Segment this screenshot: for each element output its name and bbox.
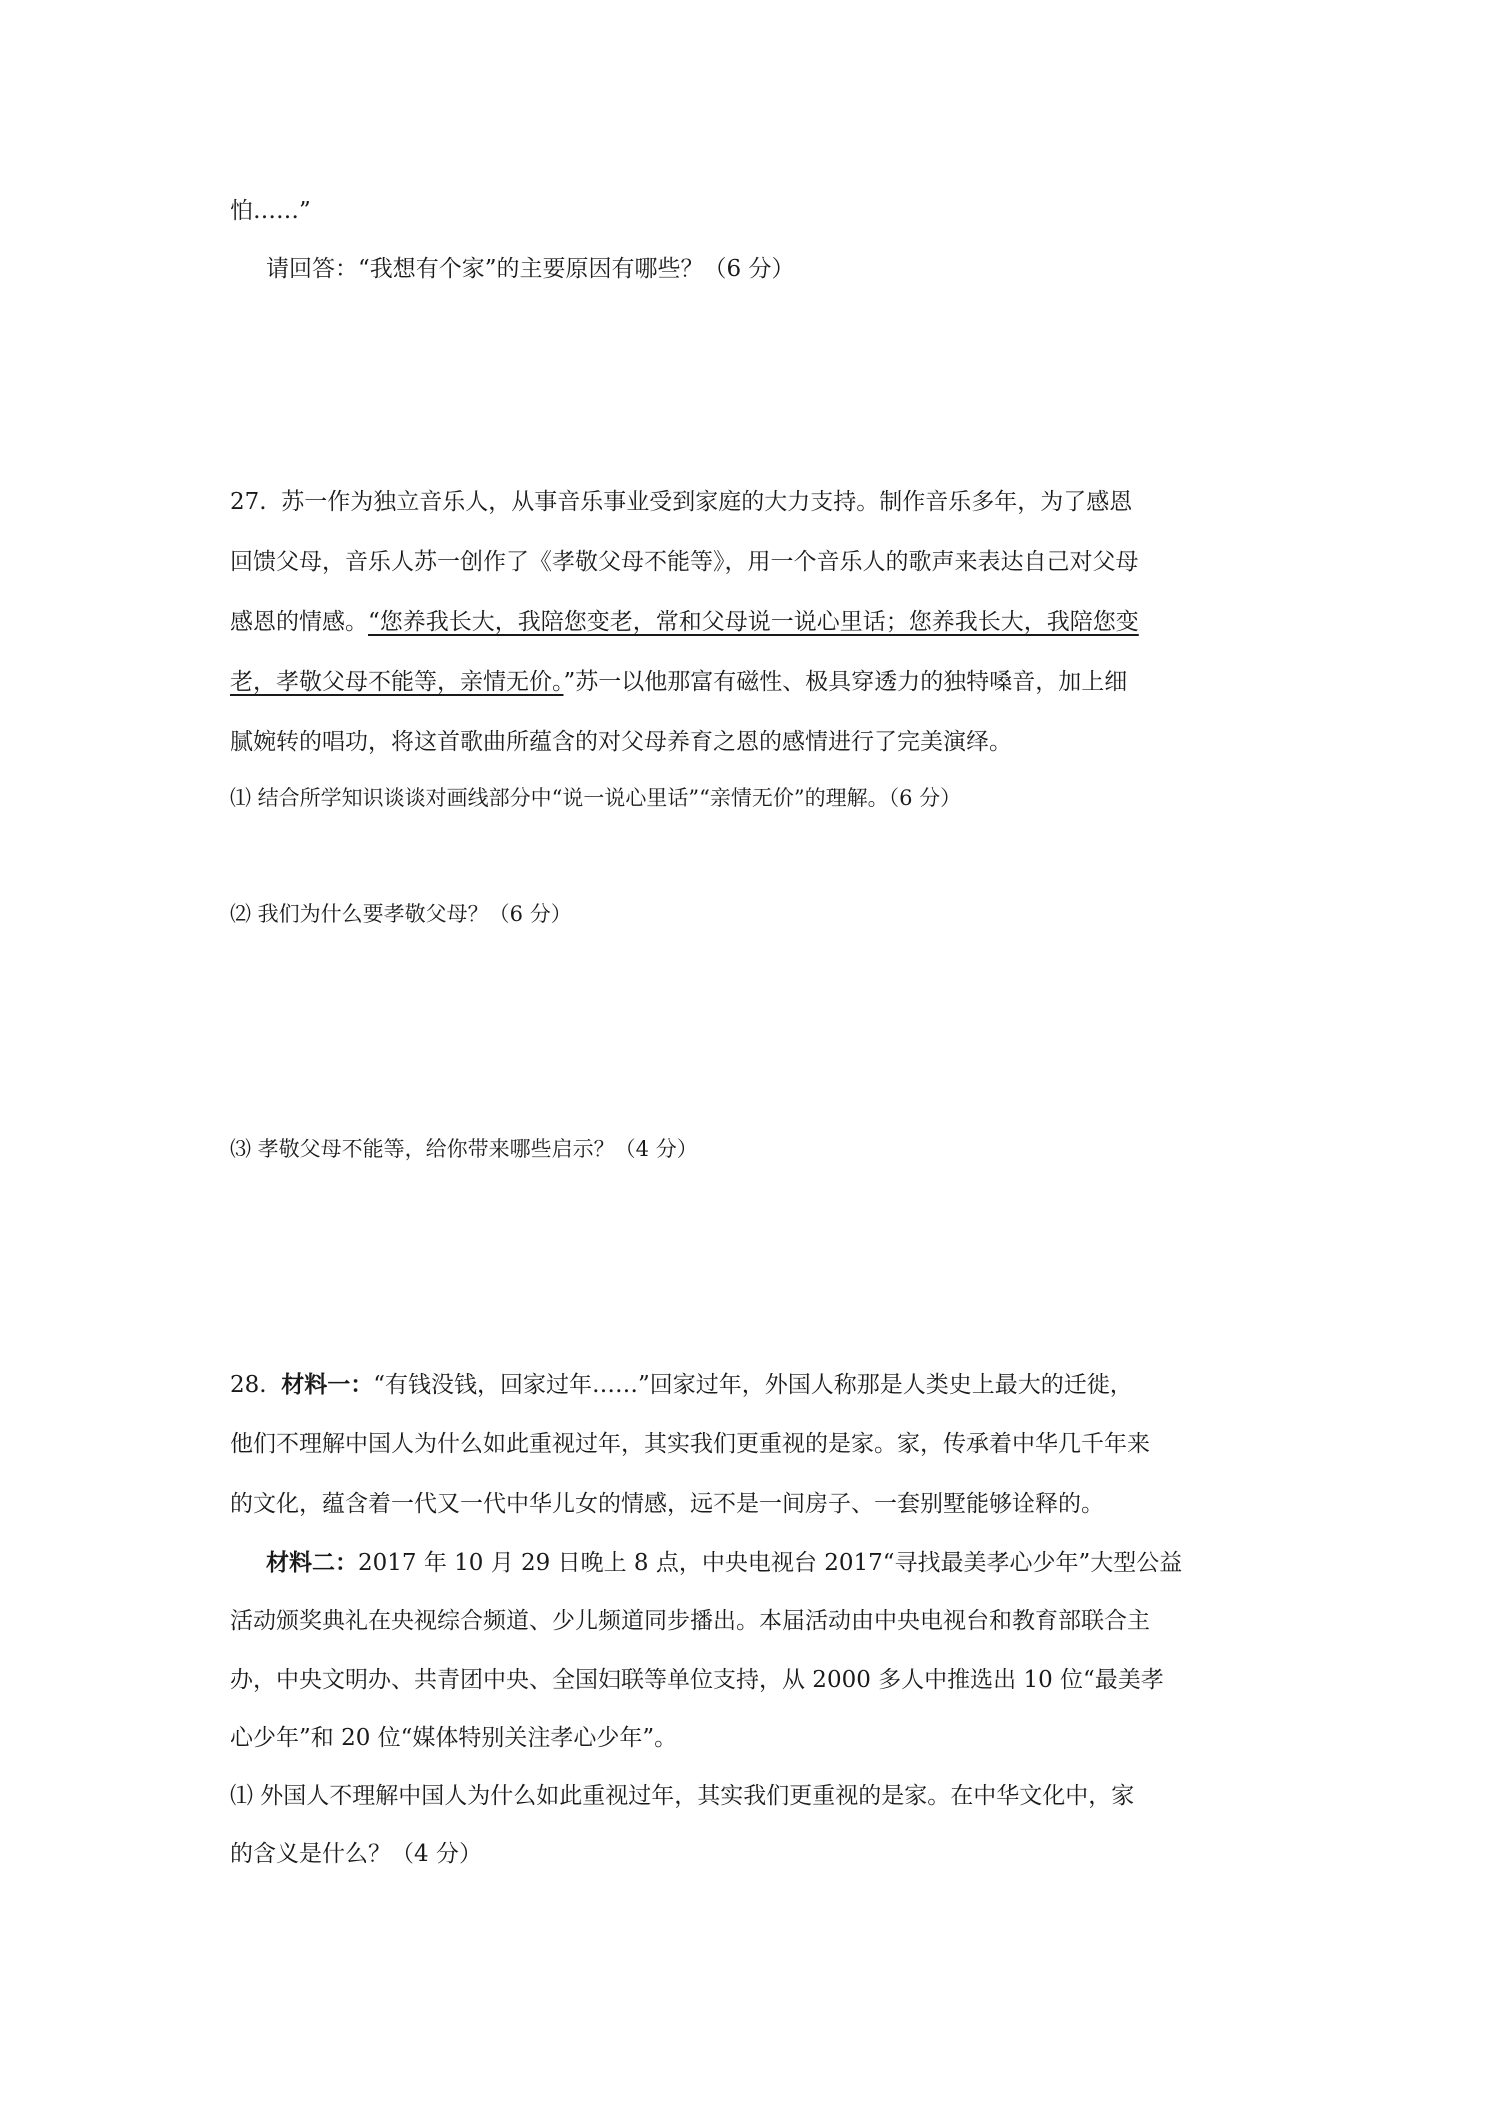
q28-number: 28. <box>230 1372 267 1398</box>
q27-sub-question-3: ⑶ 孝敬父母不能等，给你带来哪些启示？（4 分） <box>230 1137 698 1161</box>
q28-sub-question-1-line-2: 的含义是什么？（4 分） <box>230 1841 482 1867</box>
q27-text-1: 苏一作为独立音乐人，从事音乐事业受到家庭的大力支持。制作音乐多年，为了感恩 <box>281 489 1133 515</box>
q27-sub-question-2: ⑵ 我们为什么要孝敬父母？（6 分） <box>230 902 572 926</box>
q28-material-1-line-1 <box>230 1373 1133 1397</box>
q27-text-3-pre: 感恩的情感。 <box>230 609 368 635</box>
q27-line-2: 回馈父母，音乐人苏一创作了《孝敬父母不能等》，用一个音乐人的歌声来表达自己对父母 <box>230 549 1139 575</box>
q28-material-2-line-1 <box>266 1551 1182 1575</box>
q27-underlined-lyric-2: 老，孝敬父母不能等，亲情无价。 <box>230 669 564 695</box>
q27-line-1 <box>230 491 1132 514</box>
q28-material-2-line-3: 办，中央文明办、共青团中央、全国妇联等单位支持，从 2000 多人中推选出 10 位“最美孝 <box>230 1667 1164 1693</box>
q28-material-2-text-1: 2017 年 10 月 29 日晚上 8 点，中央电视台 2017“寻找最美孝心少年”大型公益 <box>358 1550 1183 1576</box>
q28-material-1-line-3: 的文化，蕴含着一代又一代中华儿女的情感，远不是一间房子、一套别墅能够诠释的。 <box>230 1491 1104 1517</box>
q28-material-1-text-1: “有钱没钱，回家过年……”回家过年，外国人称那是人类史上最大的迁徙， <box>373 1372 1133 1398</box>
q28-sub-question-1-line-1: ⑴ 外国人不理解中国人为什么如此重视过年，其实我们更重视的是家。在中华文化中，家 <box>230 1783 1135 1809</box>
q28-material-2-line-2: 活动颁奖典礼在央视综合频道、少儿频道同步播出。本届活动由中央电视台和教育部联合主 <box>230 1608 1150 1634</box>
q28-material-2-label: 材料二： <box>266 1549 358 1576</box>
carryover-tail: 怕……” <box>230 198 311 224</box>
q27-text-4-post: ”苏一以他那富有磁性、极具穿透力的独特嗓音，加上细 <box>563 669 1128 695</box>
q27-line-3 <box>230 611 1139 634</box>
q27-line-4 <box>230 671 1127 694</box>
q28-material-2-line-4: 心少年”和 20 位“媒体特别关注孝心少年”。 <box>230 1725 678 1751</box>
q28-material-1-line-2: 他们不理解中国人为什么如此重视过年，其实我们更重视的是家。家，传承着中华几千年来 <box>230 1431 1150 1457</box>
q27-line-5: 腻婉转的唱功，将这首歌曲所蕴含的对父母养育之恩的感情进行了完美演绎。 <box>230 729 1012 755</box>
q27-sub-question-1: ⑴ 结合所学知识谈谈对画线部分中“说一说心里话”“亲情无价”的理解。（6 分） <box>230 786 962 810</box>
q26-prompt: 请回答：“我想有个家”的主要原因有哪些？（6 分） <box>266 256 795 282</box>
q28-material-1-label: 材料一： <box>281 1371 374 1398</box>
q27-number: 27. <box>230 489 267 515</box>
q27-underlined-lyric-1: “您养我长大，我陪您变老，常和父母说一说心里话；您养我长大，我陪您变 <box>368 609 1139 635</box>
